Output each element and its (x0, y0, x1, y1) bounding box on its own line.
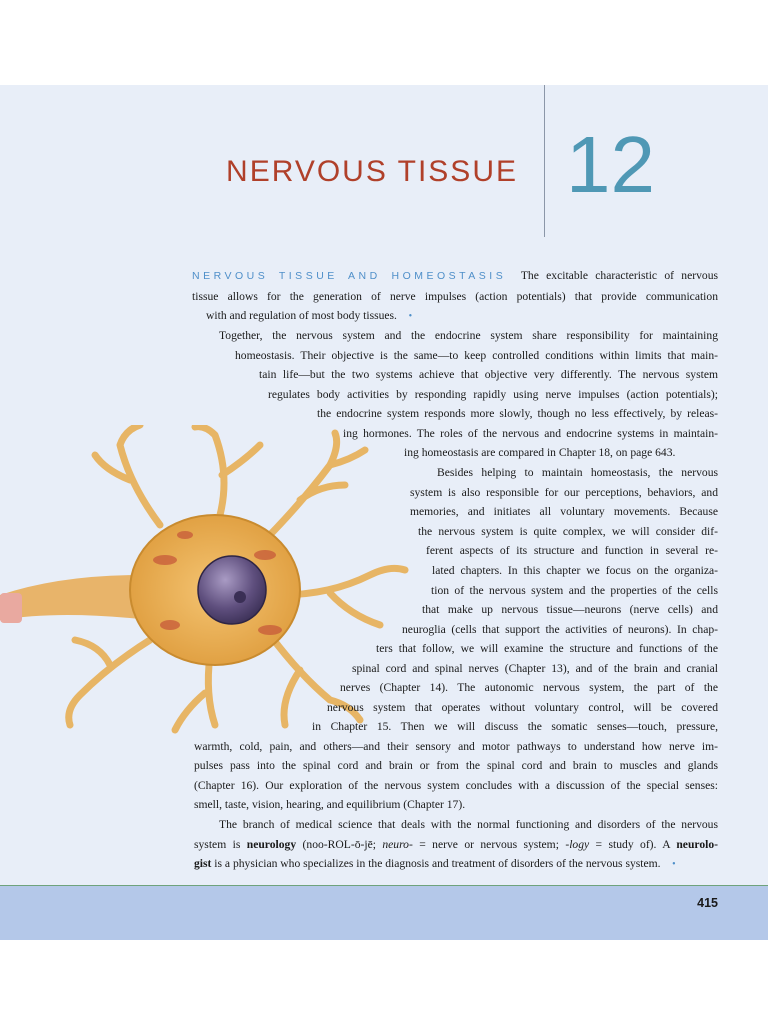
paragraph-line: ters that follow, we will examine the structure and functions of the (376, 642, 718, 655)
paragraph-line: nervous system that operates without voluntary control, will be covered (327, 701, 718, 714)
paragraph-line: warmth, cold, pain, and others—and their sensory and motor pathways to understand how nerve im- (194, 740, 718, 753)
paragraph-line-1: NERVOUS TISSUE AND HOMEOSTASIS The excitable characteristic of nervous (192, 269, 719, 282)
paragraph-line: system is also responsible for our perceptions, behaviors, and (410, 486, 718, 499)
page-number: 415 (697, 896, 718, 910)
paragraph-line: memories, and initiates all voluntary movements. Because (410, 505, 718, 518)
paragraph-line: neuroglia (cells that support the activities of neurons). In chap- (402, 623, 718, 636)
paragraph-line: (Chapter 16). Our exploration of the nervous system concludes with a discussion of the special senses: (194, 779, 718, 792)
paragraph-line: lated chapters. In this chapter we focus on the organiza- (432, 564, 718, 577)
paragraph-line: regulates body activities by responding rapidly using nerve impulses (action potentials); (268, 388, 718, 401)
term-neurology: neurology (246, 838, 297, 851)
paragraph-line: in Chapter 15. Then we will discuss the somatic senses—touch, pressure, (312, 720, 718, 733)
neurology-line: system is neurology (noo-ROL-ō-jē; neuro- = nerve or nervous system; -logy = study of). A neurolo- (194, 838, 718, 851)
paragraph-line: pulses pass into the spinal cord and brain or from the spinal cord and brain to muscles and glands (194, 759, 718, 772)
paragraph-line: homeostasis. Their objective is the same—to keep controlled conditions within limits that main- (235, 349, 718, 362)
paragraph-line: ing homeostasis are compared in Chapter 18, on page 643. (404, 446, 676, 459)
paragraph-line-final: gist is a physician who specializes in the diagnosis and treatment of disorders of the nervous system. • (194, 857, 676, 870)
paragraph-line: with and regulation of most body tissues. • (206, 309, 413, 322)
paragraph-line: Together, the nervous system and the endocrine system share responsibility for maintaining (219, 329, 718, 342)
bullet-icon: • (408, 311, 413, 322)
title-divider (544, 85, 545, 237)
paragraph-line: The branch of medical science that deals with the normal functioning and disorders of the nervous (219, 818, 718, 831)
chapter-number: 12 (566, 120, 655, 209)
paragraph-line: ing hormones. The roles of the nervous and endocrine systems in maintain- (343, 427, 718, 440)
paragraph-line: tain life—but the two systems achieve that objective very differently. The nervous system (259, 368, 718, 381)
term-neurologist: neurolo- (676, 838, 718, 851)
paragraph-line: Besides helping to maintain homeostasis, the nervous (437, 466, 718, 479)
paragraph-line: tion of the nervous system and the properties of the cells (431, 584, 718, 597)
paragraph-line: tissue allows for the generation of nerve impulses (action potentials) that provide communication (192, 290, 718, 303)
paragraph-line: that make up nervous tissue—neurons (nerve cells) and (422, 603, 718, 616)
page-footer (0, 885, 768, 940)
paragraph-line: the nervous system is quite complex, we will consider dif- (418, 525, 718, 538)
bullet-icon: • (672, 859, 676, 870)
page-body (0, 85, 768, 885)
paragraph-line: ferent aspects of its structure and function in several re- (426, 544, 718, 557)
section-heading: NERVOUS TISSUE AND HOMEOSTASIS (192, 270, 507, 282)
paragraph-line: spinal cord and spinal nerves (Chapter 13), and of the brain and cranial (352, 662, 718, 675)
chapter-title: NERVOUS TISSUE (226, 155, 518, 188)
paragraph-line: nerves (Chapter 14). The autonomic nervous system, the part of the (340, 681, 718, 694)
paragraph-line: smell, taste, vision, hearing, and equilibrium (Chapter 17). (194, 798, 466, 811)
paragraph-line: the endocrine system responds more slowly, though no less effectively, by releas- (317, 407, 718, 420)
